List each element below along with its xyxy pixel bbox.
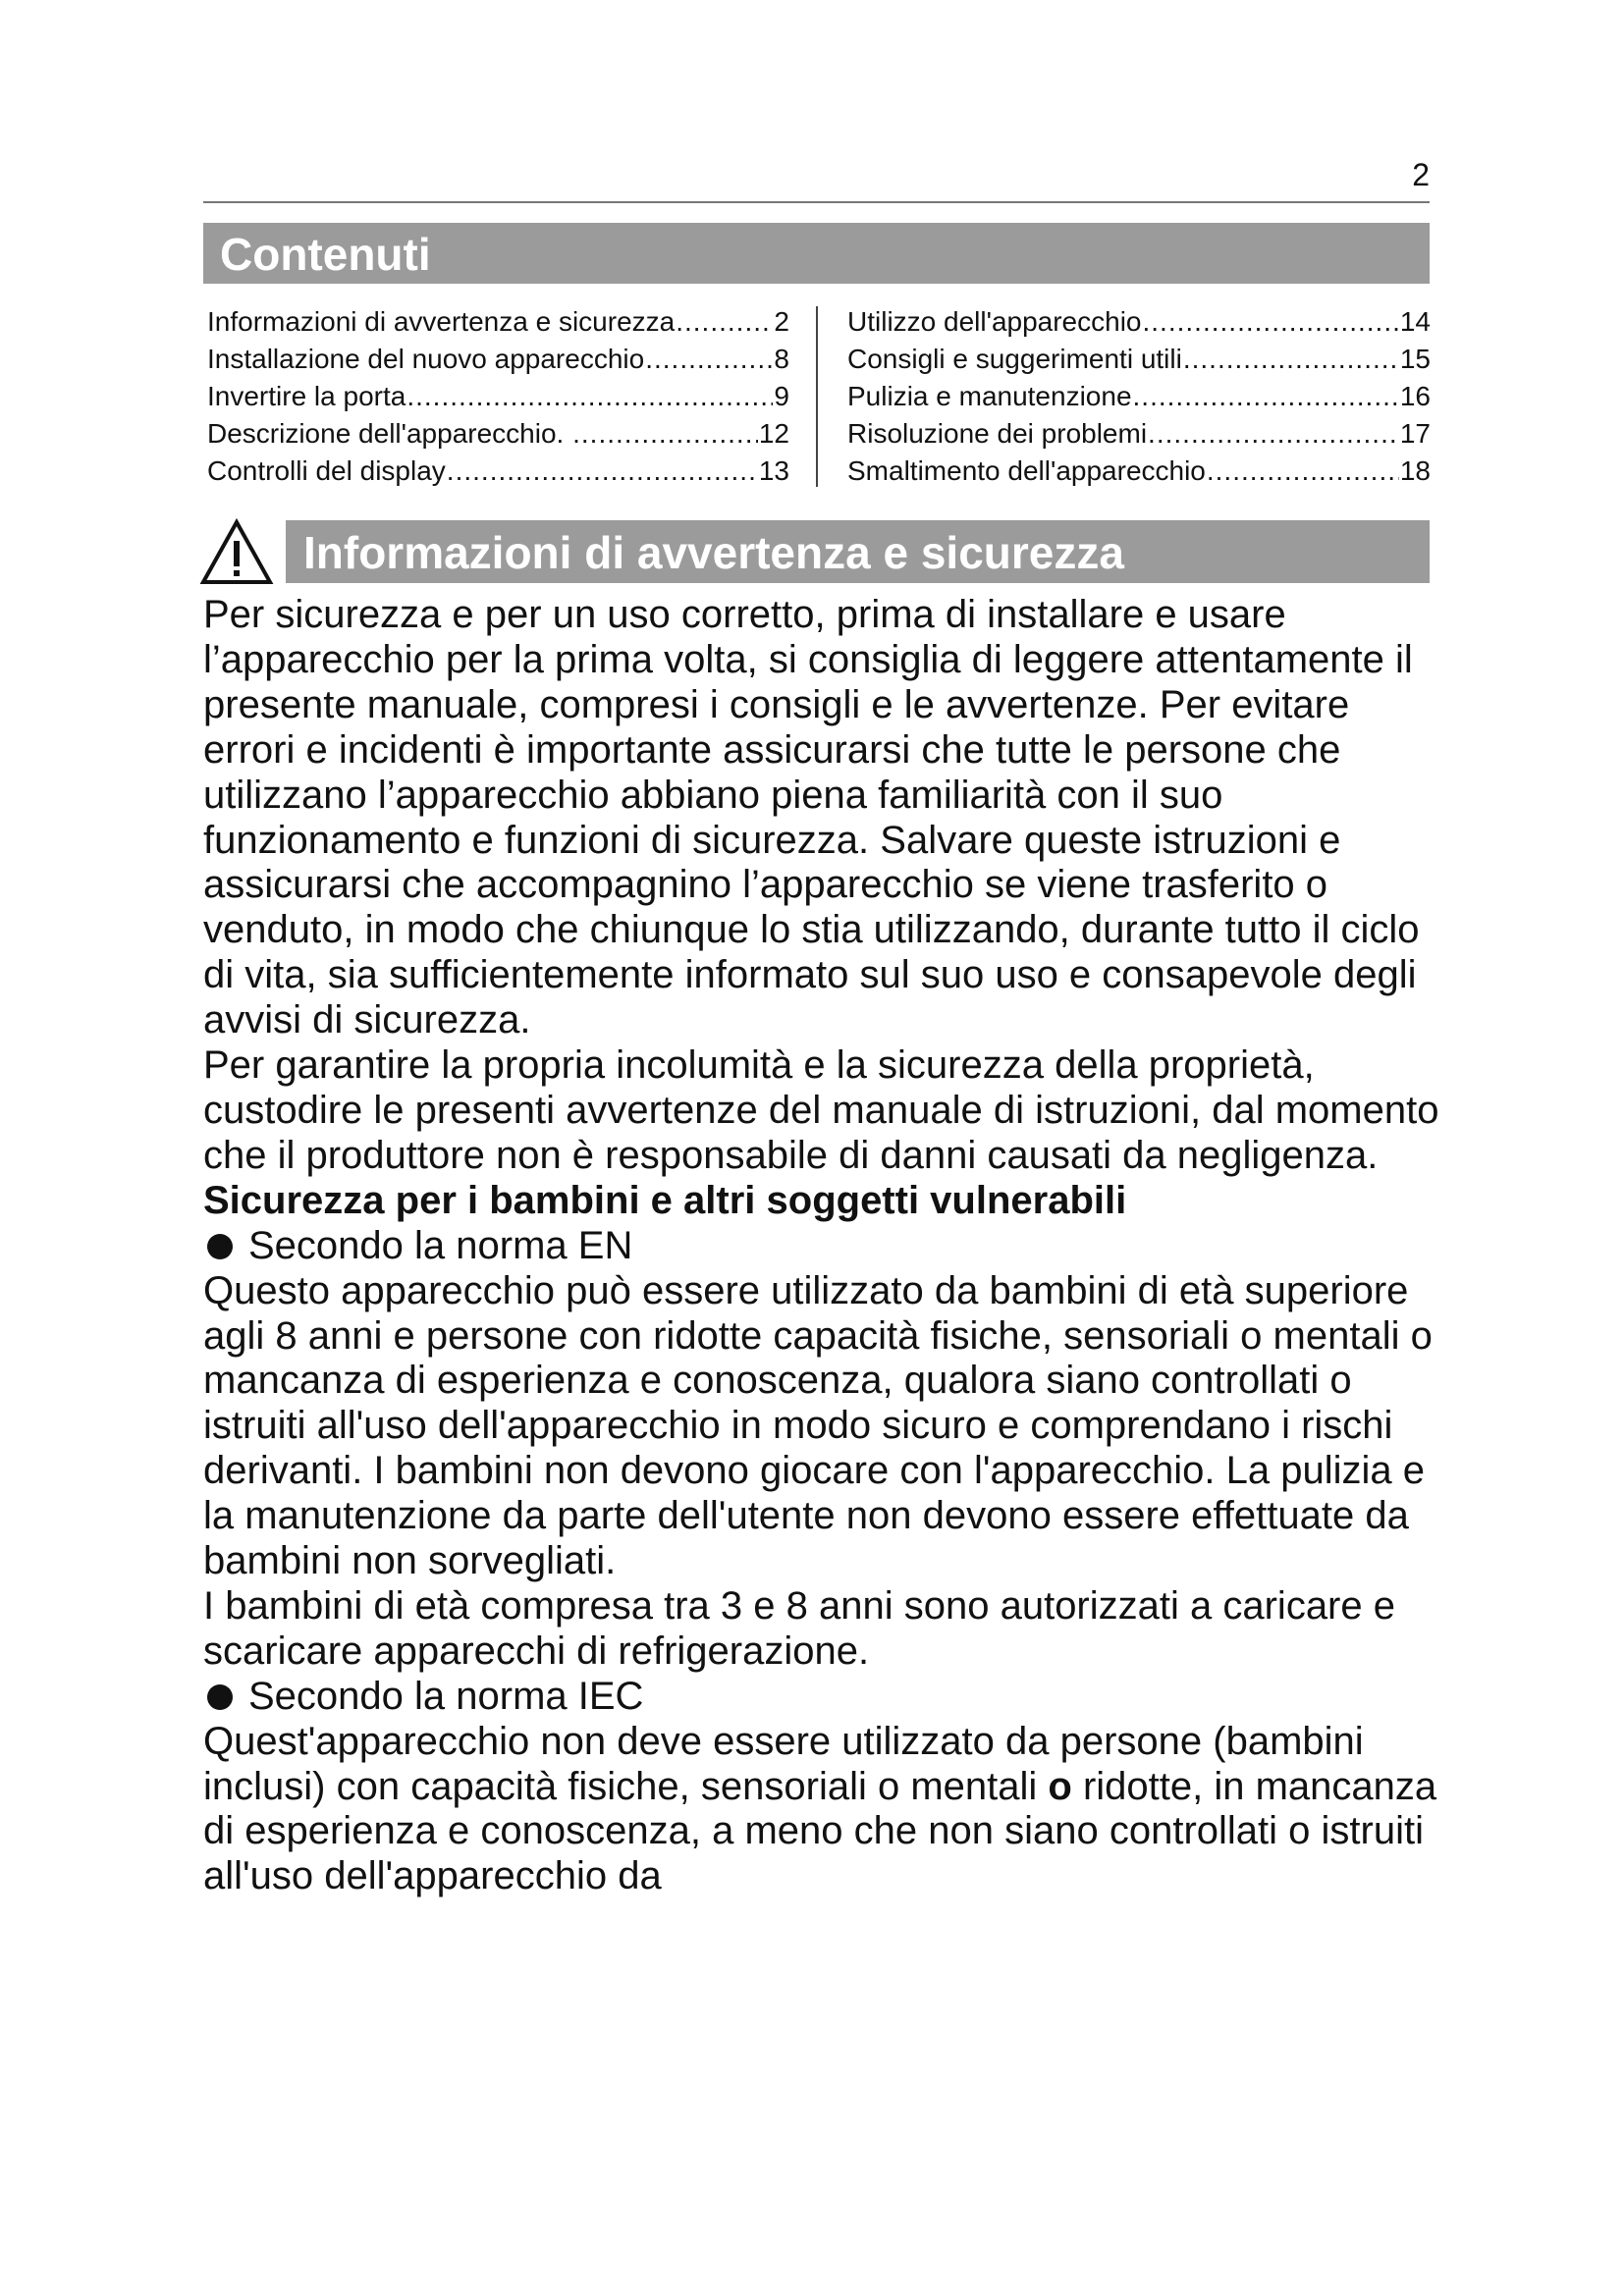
toc-entry-label: Controlli del display [207, 455, 446, 486]
en-norm-label: Secondo la norma EN [248, 1223, 633, 1267]
toc-entry-label: Pulizia e manutenzione [847, 381, 1132, 411]
toc-entry[interactable] [847, 342, 1431, 379]
bullet-icon [207, 1684, 233, 1710]
toc-leader [676, 304, 773, 340]
toc-leader [572, 416, 758, 452]
warning-header-bar [286, 520, 1430, 583]
toc-entry-page: 16 [1399, 381, 1431, 411]
toc-leader [645, 342, 773, 377]
warning-title: Informazioni di avvertenza e sicurezza [303, 527, 1124, 578]
safety-paragraph-1: Per sicurezza e per un uso corretto, prima di installare e usare l’apparecchio per la prima volta, si consiglia di leggere attentamente il presente manuale, compresi i consigli e le avvertenze. Per evitare errori e incidenti è importante assicurarsi che tutte le persone che utilizzano l’apparecchio abbiano piena familiarità con il suo funzionamento e funzioni di sicurezza. Salvare queste istruzioni e assicurarsi che accompagnino l’apparecchio se viene trasferito o venduto, in modo che chiunque lo stia utilizzando, durante tutto il ciclo di vita, sia sufficientemente informato sul suo uso e consapevole degli avvisi di sicurezza. [203, 593, 1420, 1042]
toc-entry[interactable] [847, 304, 1431, 342]
toc-right-column [847, 304, 1431, 491]
toc-divider [816, 306, 818, 487]
toc-entry[interactable] [207, 454, 789, 491]
toc-entry-label: Smaltimento dell'apparecchio [847, 455, 1206, 486]
en-norm-bullet [203, 1224, 1440, 1269]
iec-norm-paragraph [203, 1720, 1440, 1900]
children-safety-heading: Sicurezza per i bambini e altri soggetti vulnerabili [203, 1178, 1127, 1222]
toc-entry-page: 13 [758, 455, 789, 486]
toc-entry[interactable] [207, 416, 789, 454]
iec-paragraph-end: ridotte, in mancanza di esperienza e conoscenza, a meno che non siano controllati o istruiti all'uso dell'apparecchio da [203, 1764, 1437, 1898]
warning-triangle-icon [199, 517, 274, 586]
toc-entry-label: Informazioni di avvertenza e sicurezza [207, 306, 676, 337]
en-norm-paragraph-2: I bambini di età compresa tra 3 e 8 anni sono autorizzati a caricare e scaricare apparecchi di refrigerazione. [203, 1583, 1395, 1673]
toc-entry-page: 8 [774, 344, 789, 374]
toc-leader [447, 454, 758, 489]
iec-norm-bullet [203, 1675, 1440, 1720]
toc-entry-page: 2 [774, 306, 789, 337]
toc-entry[interactable] [847, 379, 1431, 416]
top-rule [203, 201, 1430, 203]
iec-paragraph-bold: o [1048, 1764, 1072, 1808]
toc-entry-label: Consigli e suggerimenti utili [847, 344, 1182, 374]
toc-leader [406, 379, 773, 414]
toc-entry-label: Risoluzione dei problemi [847, 418, 1148, 449]
warning-body [203, 593, 1440, 1899]
en-norm-paragraph: Questo apparecchio può essere utilizzato da bambini di età superiore agli 8 anni e persone con ridotte capacità fisiche, sensoriali o mentali o mancanza di esperienza e conoscenza, qualora siano controllati o istruiti all'uso dell'apparecchio in modo sicuro e comprendano i rischi derivanti. I bambini non devono giocare con l'apparecchio. La pulizia e la manutenzione da parte dell'utente non devono essere effettuate da bambini non sorvegliati. [203, 1268, 1433, 1583]
toc-leader [1148, 416, 1399, 452]
toc-entry-page: 14 [1399, 306, 1431, 337]
toc-leader [1143, 304, 1399, 340]
page-number: 2 [1412, 157, 1430, 192]
toc-entry[interactable] [207, 342, 789, 379]
toc-entry-page: 15 [1399, 344, 1431, 374]
toc-entry[interactable] [207, 304, 789, 342]
toc-left-column [207, 304, 789, 491]
toc-leader [1133, 379, 1399, 414]
safety-paragraph-2: Per garantire la propria incolumità e la sicurezza della proprietà, custodire le presenti avvertenze del manuale di istruzioni, dal momento che il produttore non è responsabile di danni causati da negligenza. [203, 1043, 1439, 1177]
bullet-icon [207, 1234, 233, 1259]
contents-title: Contenuti [220, 229, 431, 280]
toc-entry-label: Invertire la porta [207, 381, 406, 411]
toc-entry[interactable] [847, 416, 1431, 454]
contents-header-bar [203, 223, 1430, 284]
toc-entry-label: Utilizzo dell'apparecchio [847, 306, 1142, 337]
toc-entry-label: Descrizione dell'apparecchio. [207, 418, 572, 449]
toc-entry-page: 12 [758, 418, 789, 449]
iec-norm-label: Secondo la norma IEC [248, 1674, 644, 1718]
toc-entry[interactable] [847, 454, 1431, 491]
toc-leader [1183, 342, 1399, 377]
toc-entry-page: 18 [1399, 455, 1431, 486]
toc-entry-label: Installazione del nuovo apparecchio [207, 344, 645, 374]
toc-entry[interactable] [207, 379, 789, 416]
iec-paragraph-start: Quest'apparecchio non deve essere utilizzato da persone (bambini inclusi) con capacità fisiche, sensoriali o mentali [203, 1719, 1364, 1808]
toc-entry-page: 17 [1399, 418, 1431, 449]
toc-entry-page: 9 [774, 381, 789, 411]
toc-leader [1207, 454, 1399, 489]
